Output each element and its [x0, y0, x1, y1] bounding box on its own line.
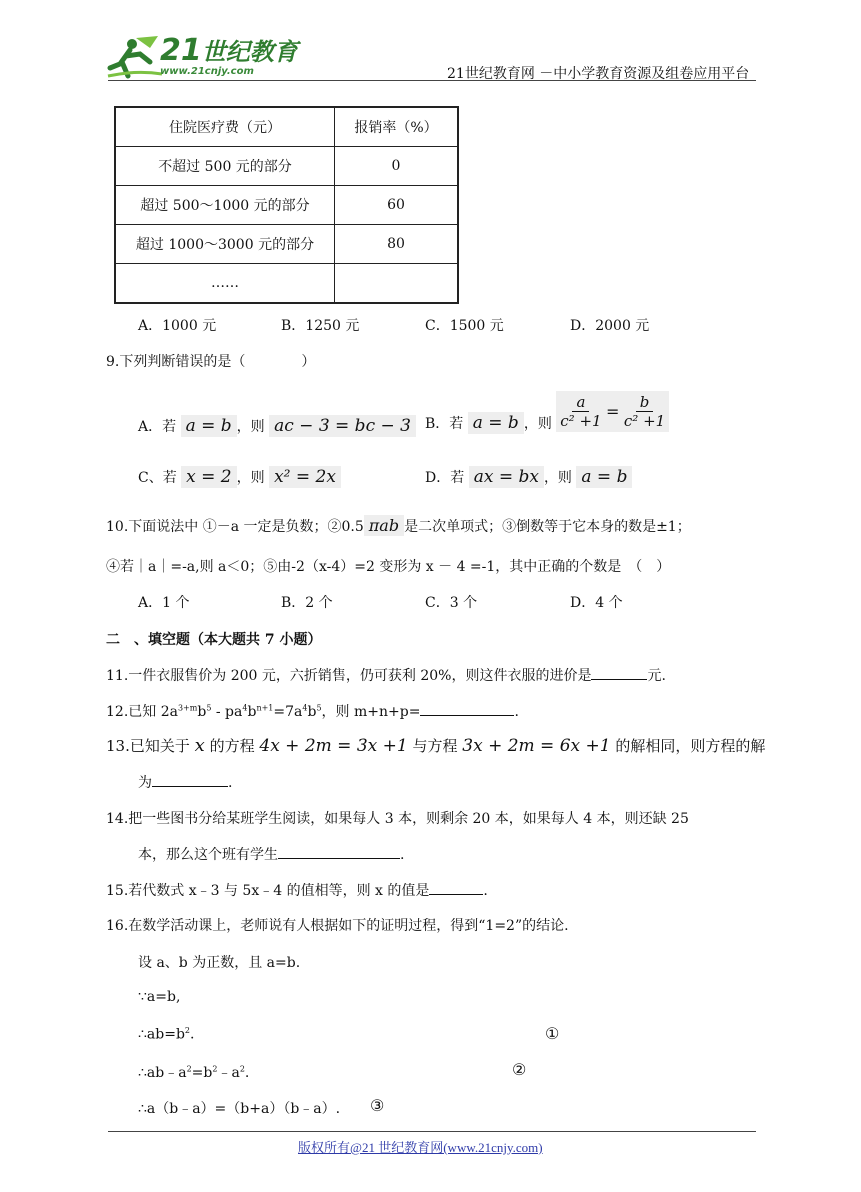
- footer-divider: [108, 1131, 756, 1132]
- math-expression: ax = bx: [469, 466, 544, 488]
- text: 13.已知关于: [106, 737, 190, 755]
- text: b: [247, 704, 257, 720]
- text: .: [228, 775, 233, 791]
- numerator: b: [636, 393, 654, 412]
- logo-number: 21: [160, 33, 202, 68]
- option-a: A．1000 元: [138, 318, 217, 334]
- text: ，则: [523, 416, 552, 432]
- q15: [106, 880, 488, 900]
- text: .: [190, 1026, 195, 1043]
- superscript: 5: [316, 703, 322, 713]
- superscript: 4: [302, 703, 308, 713]
- text: =7a: [273, 704, 303, 720]
- q10-line2: ④若｜a｜=-a,则 a＜0；⑤由-2（x-4）=2 变形为 x － 4 =-1，其中正确的个数是 （ ）: [106, 559, 671, 575]
- answer-blank: [152, 772, 228, 787]
- logo: [160, 32, 298, 68]
- q10-line1: [106, 515, 691, 536]
- text: 是二次单项式；③倒数等于它本身的数是±1；: [404, 519, 691, 535]
- table-row: [115, 225, 458, 264]
- q16-line-3: [138, 1026, 194, 1043]
- text: b: [307, 704, 317, 720]
- table-row: [115, 186, 458, 225]
- question-text: 15.若代数式 x﹣3 与 5x﹣4 的值相等，则 x 的值是: [106, 883, 430, 899]
- option-c: C．3 个: [425, 595, 478, 611]
- answer-blank: [420, 701, 514, 716]
- math-variable: x: [194, 735, 205, 756]
- table-header-row: [115, 107, 458, 147]
- step-marker: ③: [370, 1096, 385, 1115]
- text: - pa: [211, 704, 243, 720]
- superscript: 2: [212, 1064, 218, 1074]
- q12: [106, 701, 519, 721]
- math-expression: a = b: [576, 466, 632, 488]
- q16-line-5: [138, 1098, 340, 1118]
- denominator: c² +1: [560, 411, 602, 430]
- text: 元.: [647, 668, 666, 684]
- superscript: 2: [184, 1026, 191, 1035]
- text: 的解相同，则方程的解: [615, 737, 766, 755]
- q9-option-c: [138, 466, 341, 488]
- text: .: [244, 1065, 250, 1081]
- text: 的方程: [209, 737, 255, 755]
- runner-logo-icon: [106, 34, 166, 80]
- q13-line1: [106, 735, 765, 756]
- text: ∴a（b﹣a）=（b+a）（b﹣a）.: [138, 1101, 341, 1117]
- text: =b: [191, 1065, 213, 1081]
- option-d: D．2000 元: [570, 318, 650, 334]
- text: .: [400, 847, 405, 863]
- section-title: 二 、填空题（本大题共 7 小题）: [106, 632, 322, 648]
- superscript: 5: [206, 703, 212, 713]
- q13-line2: [138, 772, 232, 792]
- table-cell: 不超过 500 元的部分: [115, 147, 335, 186]
- equals-sign: =: [606, 401, 620, 421]
- text: 12.已知 2a: [106, 704, 178, 720]
- option-label: C、若: [138, 470, 177, 486]
- math-fraction-equation: [556, 391, 669, 432]
- table-row: [115, 147, 458, 186]
- text: 为: [138, 775, 152, 791]
- math-expression: a = b: [468, 412, 524, 434]
- step-marker: ②: [512, 1060, 527, 1079]
- text: ，则: [236, 470, 265, 486]
- text: 本，那么这个班有学生: [138, 847, 278, 863]
- answer-blank: [591, 665, 647, 680]
- math-equation: 3x + 2m = 6x +1: [462, 736, 611, 756]
- numerator: a: [572, 393, 589, 412]
- option-label: A．若: [138, 419, 177, 435]
- table-header-cell: 报销率（%）: [335, 107, 459, 147]
- option-label: D．若: [425, 470, 465, 486]
- q16-line-2: ∵a=b,: [138, 989, 181, 1005]
- text: ，则: [236, 419, 265, 435]
- q16-line-4: [138, 1062, 249, 1082]
- text: b: [197, 704, 207, 720]
- table-cell: ……: [115, 264, 335, 304]
- option-d: D．4 个: [570, 595, 623, 611]
- q9-option-b: [425, 388, 669, 434]
- superscript: 4: [242, 703, 248, 713]
- text: ﹣a: [217, 1065, 240, 1081]
- text: ，则: [543, 470, 572, 486]
- text: ∴ab=b: [138, 1026, 185, 1043]
- q9-option-d: [425, 466, 632, 488]
- question-text: 11.一件衣服售价为 200 元，六折销售，仍可获利 20%，则这件衣服的进价是: [106, 668, 592, 684]
- q11: [106, 665, 666, 685]
- q9-stem: 9.下列判断错误的是（ ）: [106, 354, 316, 370]
- math-expression: ac − 3 = bc − 3: [269, 415, 416, 437]
- text: .: [514, 704, 519, 720]
- table-cell: 超过 500～1000 元的部分: [115, 186, 335, 225]
- option-b: B．2 个: [281, 595, 333, 611]
- answer-blank: [278, 844, 400, 859]
- text: .: [483, 883, 488, 899]
- fraction: [560, 393, 601, 430]
- math-expression: πab: [364, 515, 404, 536]
- logo-text: 世纪教育: [201, 38, 298, 66]
- superscript: n+1: [256, 703, 274, 713]
- math-expression: a = b: [181, 415, 237, 437]
- q16-line-1: 设 a、b 为正数，且 a=b.: [138, 955, 301, 971]
- header-divider: [108, 80, 756, 81]
- table-cell: 0: [335, 147, 459, 186]
- math-equation: 4x + 2m = 3x +1: [259, 736, 408, 756]
- option-label: B．若: [425, 416, 464, 432]
- option-a: A．1 个: [138, 595, 190, 611]
- fee-table: [114, 106, 459, 304]
- q16-stem: 16.在数学活动课上，老师说有人根据如下的证明过程，得到“1=2”的结论.: [106, 918, 569, 934]
- math-expression: x = 2: [181, 466, 236, 488]
- step-marker: ①: [545, 1024, 560, 1043]
- superscript: 3+m: [177, 703, 198, 713]
- answer-blank: [429, 880, 483, 895]
- logo-url: www.21cnjy.com: [160, 66, 254, 77]
- superscript: 2: [186, 1064, 192, 1074]
- table-cell: 80: [335, 225, 459, 264]
- site-title: 21世纪教育网 －中小学教育资源及组卷应用平台: [447, 66, 750, 82]
- superscript: 2: [239, 1064, 245, 1074]
- table-row: [115, 264, 458, 304]
- option-c: C．1500 元: [425, 318, 504, 334]
- table-cell: [335, 264, 459, 304]
- text: ∴ab﹣a: [138, 1065, 187, 1081]
- text: ，则 m+n+p=: [321, 704, 421, 720]
- footer-copyright-link[interactable]: 版权所有@21 世纪教育网(www.21cnjy.com): [298, 1140, 543, 1155]
- table-cell: 超过 1000～3000 元的部分: [115, 225, 335, 264]
- table-cell: 60: [335, 186, 459, 225]
- fraction: [624, 393, 665, 430]
- denominator: c² +1: [623, 411, 666, 430]
- text: 10.下面说法中 ①－a 一定是负数；②0.5: [106, 519, 364, 535]
- q9-option-a: [138, 415, 416, 437]
- math-expression: x² = 2x: [269, 466, 341, 488]
- option-b: B．1250 元: [281, 318, 360, 334]
- text: 与方程: [412, 737, 458, 755]
- q14-line1: 14.把一些图书分给某班学生阅读，如果每人 3 本，则剩余 20 本，如果每人 4 本，则还缺 25: [106, 811, 689, 827]
- q14-line2: [138, 844, 404, 864]
- table-header-cell: 住院医疗费（元）: [115, 107, 335, 147]
